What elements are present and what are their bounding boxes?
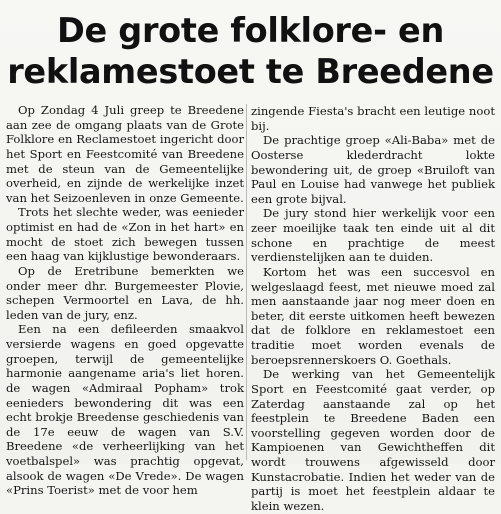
- headline-line-2: reklamestoet te Breedene: [7, 52, 494, 91]
- paragraph: zingende Fiesta's bracht een leutige noot bij.: [251, 104, 495, 133]
- paragraph: De jury stond hier werkelijk voor een zeer moeilijke taak ten einde uit al dit schone en prachtige de meest verdienstelijken aan te duiden.: [251, 206, 495, 265]
- column-divider: [246, 104, 247, 460]
- left-column: [6, 103, 244, 498]
- paragraph: Op de Eretribune bemerkten we onder meer dhr. Burgemeester Plovie, schepen Vermoortel en Lava, de hh. leden van de jury, enz.: [6, 263, 244, 322]
- right-column: [251, 104, 495, 514]
- paragraph: Trots het slechte weder, was eenieder optimist en had de «Zon in het hart» en mocht de stoet zich bewegen tussen een haag van kijklustige bewonderaars.: [6, 205, 244, 264]
- paragraph: Op Zondag 4 Juli greep te Breedene aan zee de omgang plaats van de Grote Folklore en Reclamestoet ingericht door het Sport en Feestcomité van Breedene met de steun van de Gemeentelijke overheid, en zijnde de werkelijke inzet van het Seizoenleven in onze Gemeente.: [6, 103, 244, 205]
- paragraph: De prachtige groep «Ali-Baba» met de Oosterse klederdracht lokte bewondering uit, de groep «Bruiloft van Paul en Louise had vanwege het publiek een grote bijval.: [251, 133, 495, 206]
- headline-line-1: De grote folklore- en: [56, 11, 445, 50]
- article-headline: [0, 10, 501, 92]
- paragraph: Kortom het was een succesvol en welgeslaagd feest, met nieuwe moed zal men aanstaande jaar nog meer doen en beter, dit eerste uitkomen heeft bewezen dat de folklore en reklamestoet een traditie moet worden evenals de beroepsrennerskoers O. Goethals.: [251, 264, 495, 367]
- paragraph: Een na een defileerden smaakvol versierde wagens en goed opgevatte groepen, terwijl de gemeentelijke harmonie aangename aria's liet horen. de wagen «Admiraal Popham» trok eenieders bewondering dit was een echt brokje Breedense geschiedenis van de 17e eeuw de wagen van S.V. Breedene «de verheerlijking van het voetbalspel» was prachtig opgevat, alsook de wagen «De Vrede». De wagen «Prins Toerist» met de voor hem: [6, 322, 244, 498]
- paragraph: De werking van het Gemeentelijk Sport en Feestcomité gaat verder, op Zaterdag aanstaande zal op het feestplein te Breedene Baden een voorstelling gegeven worden door de Kampioenen van Gewichtheffen dit wordt trouwens afgewisseld door Kunstacrobatie. Indien het weder van de partij is moet het feestplein aldaar te klein wezen.: [251, 367, 495, 513]
